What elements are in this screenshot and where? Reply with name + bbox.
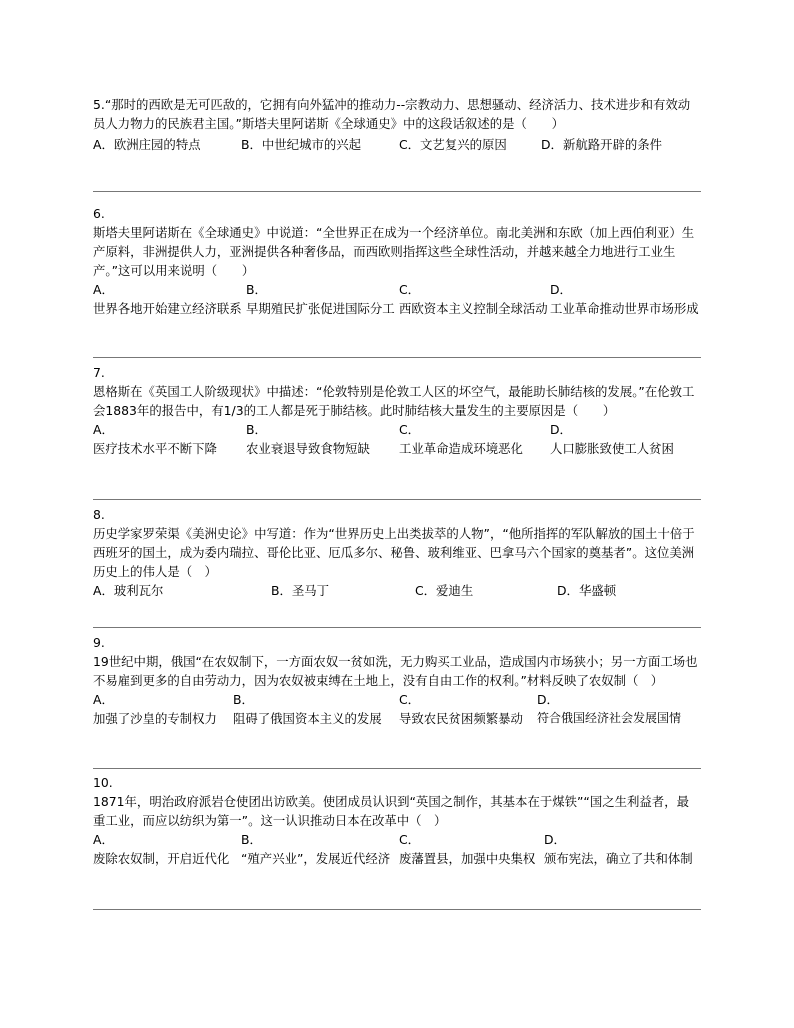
options-row	[93, 135, 701, 154]
question-number: 6.	[93, 206, 105, 221]
question-text: 恩格斯在《英国工人阶级现状》中描述：“伦敦特别是伦敦工人区的坏空气，最能助长肺结核的发展。”在伦敦工会1883年的报告中，有1/3的工人都是死于肺结核。此时肺结核大量发生的主要原因是（ ）	[93, 384, 695, 418]
question-text: 历史学家罗荣渠《美洲史论》中写道：作为“世界历史上出类拔萃的人物”，“他所指挥的军队解放的国土十倍于西班牙的国土，成为委内瑞拉、哥伦比亚、厄瓜多尔、秘鲁、玻利维亚、巴拿马六个国家的奠基者”。这位美洲历史上的伟人是（ ）	[93, 526, 695, 579]
question-5	[93, 95, 701, 154]
question-number: 9.	[93, 635, 105, 650]
question-number: 7.	[93, 365, 105, 380]
option-a[interactable]: A． 废除农奴制，开启近代化	[93, 832, 230, 866]
option-d[interactable]: D． 符合俄国经济社会发展国情	[537, 692, 682, 725]
option-a[interactable]: A．欧洲庄园的特点	[93, 137, 201, 152]
question-7	[93, 363, 701, 458]
option-c[interactable]: C． 废藩置县，加强中央集权	[399, 832, 536, 866]
question-text: 1871年，明治政府派岩仓使团出访欧美。使团成员认识到“英国之制作，其基本在于煤铁”“国之生利益者，最重工业，而应以纺织为第一”。这一认识推动日本在改革中（ ）	[93, 794, 689, 828]
question-number: 5.	[93, 97, 105, 112]
question-text: 斯塔夫里阿诺斯在《全球通史》中说道：“全世界正在成为一个经济单位。南北美洲和东欧（加上西伯利亚）生产原料，非洲提供人力，亚洲提供各种奢侈品，而西欧则指挥这些全球性活动，并越来越全力地进行工业生产。”这可以用来说明（ ）	[93, 225, 695, 278]
option-b[interactable]: B． 农业衰退导致食物短缺	[246, 422, 370, 456]
options-grid	[93, 280, 701, 337]
option-c[interactable]: C． 工业革命造成环境恶化	[399, 422, 523, 456]
option-a[interactable]: A． 医疗技术水平不断下降	[93, 422, 217, 456]
option-b[interactable]: B． 早期殖民扩张促进国际分工	[246, 282, 395, 316]
separator	[93, 499, 701, 500]
separator	[93, 191, 701, 192]
question-number: 8.	[93, 507, 105, 522]
separator	[93, 909, 701, 910]
option-b[interactable]: B． 阻碍了俄国资本主义的发展	[233, 692, 382, 726]
option-b[interactable]: B．圣马丁	[271, 583, 330, 598]
option-c[interactable]: C．文艺复兴的原因	[399, 137, 507, 152]
question-text: “那时的西欧是无可匹敌的，它拥有向外猛冲的推动力--宗教动力、思想骚动、经济活力、技术进步和有效动员人力物力的民族君主国。”斯塔夫里阿诺斯《全球通史》中的这段话叙述的是（ ）	[93, 97, 691, 131]
option-d[interactable]: D． 工业革命推动世界市场形成	[550, 282, 699, 316]
options-grid	[93, 690, 701, 728]
separator	[93, 357, 701, 358]
option-d[interactable]: D． 颁布宪法，确立了共和体制	[544, 832, 693, 866]
option-d[interactable]: D．华盛顿	[557, 583, 617, 598]
question-9	[93, 633, 701, 728]
separator	[93, 768, 701, 769]
options-row	[93, 581, 701, 600]
option-a[interactable]: A．玻利瓦尔	[93, 583, 164, 598]
question-8	[93, 505, 701, 600]
question-number: 10.	[93, 775, 113, 790]
question-stem	[93, 95, 701, 133]
question-6	[93, 204, 701, 337]
options-grid	[93, 830, 701, 887]
separator	[93, 627, 701, 628]
option-d[interactable]: D． 人口膨胀致使工人贫困	[550, 422, 674, 456]
option-c[interactable]: C． 西欧资本主义控制全球活动	[399, 282, 548, 316]
option-a[interactable]: A． 世界各地开始建立经济联系	[93, 282, 242, 316]
question-10	[93, 773, 701, 887]
option-b[interactable]: B． “殖产兴业”，发展近代经济	[241, 832, 391, 866]
option-c[interactable]: C．爱迪生	[415, 583, 474, 598]
option-d[interactable]: D．新航路开辟的条件	[541, 137, 663, 152]
option-a[interactable]: A． 加强了沙皇的专制权力	[93, 692, 217, 726]
options-grid	[93, 420, 701, 458]
question-text: 19世纪中期，俄国“在农奴制下，一方面农奴一贫如洗，无力购买工业品，造成国内市场狭小；另一方面工场也不易雇到更多的自由劳动力，因为农奴被束缚在土地上，没有自由工作的权利。”材料反映了农奴制（ ）	[93, 654, 698, 688]
option-b[interactable]: B．中世纪城市的兴起	[241, 137, 362, 152]
option-c[interactable]: C． 导致农民贫困频繁暴动	[399, 692, 523, 726]
